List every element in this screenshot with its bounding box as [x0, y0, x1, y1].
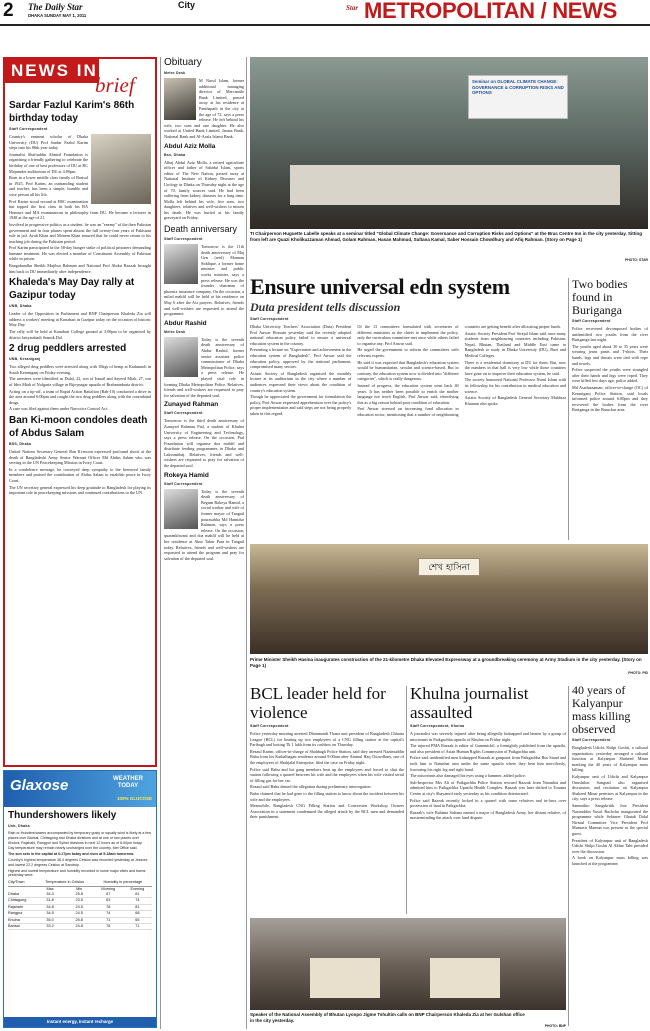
- obituary-title: Obituary: [164, 57, 202, 68]
- photo-abdur-rashid: [164, 337, 198, 377]
- anniversary-headline-2: Abdur Rashid: [164, 319, 207, 327]
- lead-body: Dhaka University Teachers' Association (Duta) President Prof Anwar Hossain yesterday said the recently adopted national education policy failed to ensure a universal education system in the country. Presenting a lecture on "Expectation and achievement in the education system of Bangladesh", Prof Anwar said the education policy, approved by the national parliament, compromised many sectors. Asiatic Society of Bangladesh organised the monthly lecture at its auditorium in the city where a number of audiences expressed their views about the condition of country's education system. Though he appreciated the government for formulation the policy, Prof Anwar expressed apprehension over the policy's proper implementation and said steps are not being properly taken in this regard. Of the 13 committees formulated with secretaries of different ministries as the chiefs to implement the policy, only the curriculum committee met once while others failed to organise any, Prof Anwar said. He urged the government to reform the committees with relevant experts. He said it was expected that Bangladesh's education system would be humanitarian, secular and science-based. But in contrary, the education system now is divided into "different categories", which is really dangerous. Instead of progress, the education system went back 40 years. It has neither been possible to enrich the mother language nor teach English, Prof Anwar said, identifying this as a big reason behind poor condition of education. Prof Anwar stressed on increasing fund allocation in education sector, mentioning that a number of neighbouring countries are getting benefit after allocating proper funds. Asiatic Society President Prof Sirajul Islam said once many students from neighbouring countries including Pakistan, Nepal, Bhutan, Thailand and Middle East came to Bangladesh to study in Dhaka University (DU), Buet and Medical Colleges. There is a residential dormitory at DU for them. But, now the numbers in that hall is very low while those countries have gone on to improve their education system, he said. The society honoured National Professor Nurul Islam with its fellowship for his contribution in medical education and science. Asiatic Society of Bangladesh General Secretary Mahfuza Khanam also spoke.: [250, 324, 566, 417]
- lead-subhead: Duta president tells discussion: [250, 300, 401, 314]
- news-in-brief-column: [3, 57, 157, 767]
- star-mark: Star: [346, 4, 359, 12]
- brief-desk-4: BSS, Dhaka: [9, 441, 32, 446]
- photo-sardar-fazlul-karim: [91, 134, 151, 204]
- column-rule-1: [160, 57, 161, 1029]
- anniversary-desk-1: Staff Correspondent: [164, 237, 203, 242]
- brief-title-news: NEWS IN: [11, 61, 98, 80]
- khulna-body: A journalist was severely injured after being allegedly kidnapped and beaten by a group of miscreants in Paikgachha upazila of Khulna on Friday night. The injured PMA Razzak is editor of Ganomichil, a fortnightly published from the upazila, and also president of Asian Human Rights Commission of Paikgachha unit. Police said unidentified men kidnapped Razzak at gunpoint from Paikgachha Bus Stand and took him to Natunhat area under the same upazila where they beat him mercilessly, fracturing his right leg and right hand. The miscreants also damaged his eyes using a hammer, added police. Sub-Inspector Mrs Ali of Paikgachha Police Station rescued Razzak from Natunhat and admitted him to Paikgachha Upazila Health Complex. Razzak was later shifted to Trauma Centre at city's Shayamol early yesterday as his condition deteriorated. Police said Razzak recently locked in a quarrel with some relatives and in-laws over possession of land in Paikgachha. Razzak's wife Rahima Sultana named a major of Bangladesh Army, her distant relative, of masterminding the attack over land dispute.: [410, 731, 566, 821]
- glaxose-logo: Glaxose: [10, 777, 69, 794]
- lead-desk: Staff Correspondent: [250, 317, 289, 321]
- climate-seminar-caption: TI Chairperson Huguette Labelle speaks at a seminar titled "Global Climate Change: Governance and Corruption Risks and Options" at the Brac Centre Inn in the city yesterday. Sitting from left are Quazi Kholikuzzaman Ahmad, Golam Rahman, Hasan Mahmud, Sultana Kamal, Saber Hossain Chowdhury and Afiq Rahman. (Story on Page 1): [250, 231, 643, 242]
- expressway-caption: Prime Minister Sheikh Hasina inaugurates construction of the 21-kilometre Dhaka Elevated Expressway at a groundbreaking ceremony at Army Stadium in the city yesterday. (Story on Page 1): [250, 657, 642, 668]
- brief-headline-4: Ban Ki-moon condoles death of Abdus Salam: [9, 414, 148, 439]
- paper-name: The Daily Star: [28, 2, 83, 12]
- brief-headline-2: Khaleda's May Day rally at Gazipur today: [9, 277, 135, 302]
- obituary-column: [164, 57, 244, 1029]
- brief-desk-2: UNB, Dhaka: [9, 304, 32, 309]
- brief-body-3: Two alleged drug peddlers were arrested along with 10kgs of hemp at Kadamtoli in South Keraniganj on Friday evening. The arrestees were identified as Dulal, 22, son of Ismail and Sayeed Miah, 27, son of Idris Miah of Nolgaria village in Bijoynagar upazila of Brahmanbaria district. Acting on a tip-off, a team of Rapid Action Battalion (Rab-10) conducted a drive in the area around 6:00pm and caught the two drug peddlers along with the contraband drugs. A case was filed against them under Narcotics Control Act.: [9, 364, 151, 412]
- expressway-credit: PHOTO: PID: [628, 671, 648, 675]
- photo-rokeya-hamid: [164, 489, 198, 529]
- bodies-desk: Staff Correspondent: [572, 319, 611, 323]
- weather-table-row: Barisal 33.2 24.8 76 71: [8, 924, 152, 930]
- weather-table: City/Town Temperature in Celsius Humidity in percentage Max Min Morning Evening Dhaka 34.3 25.8 67 61 Chittagong 31.8 23.5 63 74 Rajshahi 34.8 24.5 78 81 Rangpur 34.5 24.5 74 68 Khulna 35.0 25.8 71 65 Barisal 33.2 24.8 76 71: [8, 880, 152, 930]
- death-anniversary-title: Death anniversary: [164, 224, 238, 235]
- anniversary-desk-3: Staff Correspondent: [164, 411, 203, 416]
- brief-body-4: United Nations Secretary General Ban Ki-moon expressed profound shock at the death of Bangladeshi Army Senior Warrant Officer Md Abdus Salam who was serving in the UN Peacekeeping Mission in Ivory Coast. In a condolence message, he conveyed deep sympathy to the bereaved family members and praised the contribution of Abdus Salam to establish peace in Ivory Coast. The UN secretary general expressed his deep gratitude to Bangladesh for playing its important role in peacekeeping missions and continued contributions to the UN.: [9, 448, 151, 496]
- brief-desk-3: UNB, Keraniganj: [9, 357, 41, 362]
- weather-footer: Instant energy, Instant recharge: [4, 1017, 156, 1027]
- anniversary-headline-3: Zunayed Rahman: [164, 401, 219, 409]
- bcl-story: [250, 684, 404, 916]
- column-rule-5: [568, 686, 569, 1026]
- photo-mannan-siddique: [164, 244, 198, 284]
- weather-desk: Unb, Dhaka: [8, 824, 30, 828]
- brief-title-brief: brief: [95, 73, 135, 97]
- section-title: METROPOLITAN / NEWS: [364, 0, 617, 23]
- column-rule-4: [406, 686, 407, 914]
- masthead: [0, 0, 650, 24]
- photo-bhutan-speaker: [250, 918, 566, 1010]
- brief-headline-1: Sardar Fazlul Karim's 86th birthday today: [9, 100, 135, 124]
- anniversary-body-2: Today is the seventh death anniversary of Abdur Rashid, former senior assistant police commissioner of Dhaka Metropolitan Police, says a press release. He played vital role in forming Dhaka Metropolitan Police. Relatives, friends and well-wishers are requested to pray for salvation of the departed soul.: [164, 336, 244, 398]
- obituary-headline-2: Abdul Aziz Molla: [164, 142, 216, 150]
- obituary-desk-1: Metro Desk: [164, 71, 186, 75]
- obituary-desk-2: Bss, Dhaka: [164, 152, 186, 157]
- khulna-headline: Khulna journalist assaulted: [410, 684, 529, 722]
- weather-table-row: Chittagong 31.8 23.5 63 74: [8, 898, 152, 904]
- anniversary-desk-4: Staff Correspondent: [164, 481, 203, 486]
- brief-body-1: Country's eminent scholar of Dhaka University (DU) Prof Sardar Fazlul Karim steps into his 86th year today. Journalist Shafiuddin Ahmed Foundation is organising a friendly gathering to celebrate the birthday of one of best professors of DU at RC Majumder auditorium of DU at 4:00pm. Born in a lower middle class family of Barisal in 1925, Prof Karim, an outstanding student and teacher, has been a simple, humble and wise person all his life. Prof Karim stood second at HSC examination but topped the first class in both his BA Honours and MA examinations in philosophy from DU. He became a lecturer in 1948 at the age of 21. Involved in progressive politics as a student, he was an "enemy" of the then Pakistan government and in four phases spent almost the full twenty-four years of Pakistani rule in jail. Ayub Khan and Monem Khan ensured that he could never return to his teaching job during the Pakistan period. Prof Karim participated in the 58-day hunger strike of political prisoners demanding humane treatment. He was elected a member of Constituent Assembly of Pakistan while in prison. Bangabandhu Sheikh Mujibur Rahman and National Prof Abdur Razzak brought him back to DU immediately after independence.: [9, 134, 151, 274]
- bodies-body: Police recovered decomposed bodies of unidentified two youths from the river Buriganga last night. The youths aged about 30 to 35 years were wearing jeans pants and T-shirts. Their hands, legs and throats were tied with rope and towels. Police suspected the youths were strangled after their hands and legs were roped. They were killed few days ago, police added. Md Asaduzzaman, officer-in-charge (OC) of Keraniganj Police Station, said locals informed police around 6:00pm and they recovered the bodies from the river Buriganga in the Baruchar area.: [572, 326, 648, 413]
- seminar-table: [290, 165, 620, 205]
- photo-expressway-ceremony: [250, 544, 648, 654]
- two-bodies-story: [572, 278, 648, 542]
- anniversary-body-3: Tomorrow is the third death anniversary of Zunayed Rahman Pial, a student of Khulna University of Engineering and Technology, says a press release. On the occasion, Pial Foundation will organise doa mahfil and distribute feeding programmes in Dhaka and Lakssmitbaj. Relatives, friends and well-wishers are requested to pray for salvation of the departed soul.: [164, 418, 244, 469]
- brief-body-2: Leader of the Opposition in Parliament and BNP Chairperson Khaleda Zia will address a workers' meeting at Konabari in Gazipur today on the occasion of historic May Day. The rally will be held at Konabari College ground at 3:00pm to be organised by district Jatiyatabadi Sramik Dal.: [9, 311, 151, 340]
- anniversary-desk-2: Metro Desk: [164, 329, 186, 334]
- sofa-left: [310, 958, 380, 998]
- lead-story: [250, 274, 566, 542]
- anniversary-headline-4: Rokeya Hamid: [164, 471, 209, 479]
- sofa-right: [430, 958, 500, 998]
- weather-table-row: Rajshahi 34.8 24.5 78 81: [8, 904, 152, 910]
- ceremony-banner-text: শেখ হাসিনা: [428, 563, 470, 573]
- lead-headline: Ensure universal edn system: [250, 274, 510, 299]
- seminar-backdrop: [468, 75, 568, 119]
- column-rule-3: [568, 278, 569, 540]
- kalyanpur-body: Bangladesh Udichi Shilpi Goshti, a cultural organisation, yesterday arranged a cultural function at Kalyanpur Shaheed Minar marking the 40 years of Kalyanpur mass killing. Kalyanpur unit of Udichi and Kalyanpur Onushilon Sangsad also organised discussion, and recitation on Kalyanpur Shaheed Minar premises at Kalyanpur in the city, says a press release. Sammilito Sangskritik Jote President Nasiruddin Yusuf Bachchu inaugurated the programme while Sekturer Ghatak Dalal Nirmul Committee Vice President Prof Muntasir Mamun was present as the special guest. President of Kalyanpur unit of Bangladesh Udichi Shilpi Goshti Al Akbar Tabi presided over the discussion. A book on Kalyanpur mass killing was launched at the programme.: [572, 745, 648, 866]
- brief-desk-1: Staff Correspondent: [9, 127, 48, 131]
- weather-header: [4, 771, 156, 807]
- anniversary-body-4: Today is the seventh death anniversary of Begum Rokeya Hamid, a social worker and wife of former mayor of Tangail pourasabha Md Hamidur Rahman, says a press release. On the occasion, quarankhwani and doa mahfil will be held at her residence at Akur Takur Para in Tangail today. Relatives, friends and well-wishers are requested to attend the program and pray for salvation of the departed soul.: [164, 488, 244, 561]
- weather-body: Rain or thundershowers accompanied by temporary gusty or squally wind is likely at a few places over Barisal, Chittagong and Dhaka divisions and at one or two places over Khulna, Rajshahi, Rangpur and Sylhet divisions in next 12 hours as of 6:00pm today. Day temperature may remain nearly unchanged over the country, Met Office said. The sun sets in the capital at 6:27pm today and rises at 5:28am tomorrow. Country's highest temperature 36.4 degrees Celsius was recorded yesterday at Jessore and lowest 22.2 degrees Celsius at Sandwip. Highest and lowest temperature and humidity recorded in some major cities and towns yesterday were:: [8, 831, 152, 878]
- anniversary-body-1: Tomorrow is the 11th death anniversary of Maj Gen (retd) Mannan Siddique, a former home minister and public works minister, says a press release. He was the founder chairman of phoenix insurance company. On the occasion, a milad mahfil will be held at his residence on May 6 after the Asr prayers. Relatives, friends and well-wishers are requested to attend the programme.: [164, 244, 244, 317]
- bcl-desk: Staff Correspondent: [250, 724, 289, 728]
- weather-box: [3, 770, 157, 1028]
- bhutan-credit: PHOTO: BNP: [544, 1024, 566, 1028]
- khulna-desk: Staff Correspondent, Khulna: [410, 724, 465, 728]
- weather-table-row: Khulna 35.0 25.8 71 65: [8, 917, 152, 923]
- seminar-banner-title: Seminar on GLOBAL CLIMATE CHANGE: GOVERNANCE & CORRUPTION RISKS AND OPTIONS: [472, 79, 564, 96]
- page-number: 2: [3, 0, 14, 21]
- obituary-body-1: M Nurul Islam, former additional managing director of Mercantile Bank Limited, passed away at his residence at Panthapath in the city at the age of 72, says a press release. He left behind his wife, two sons and one daughter. He also worked at United Bank Limited, Janata Bank, National Bank and Al-Arafa Islami Bank.: [164, 78, 244, 139]
- bcl-headline: BCL leader held for violence: [250, 684, 386, 722]
- climate-seminar-credit: PHOTO: STAR: [624, 258, 648, 262]
- bodies-headline: Two bodies found in Buriganga: [572, 278, 628, 317]
- brief-banner: [5, 59, 155, 99]
- kalyanpur-story: [572, 684, 648, 1028]
- glucose-badge: 100% GLUCOSE: [116, 796, 152, 801]
- section-label: City: [178, 0, 196, 10]
- obituary-body-2: Alhaj Abdul Aziz Molla, a retired agriculture officer and father of Sahidul Islam, sports editor of The New Nation, passed away at National Institute of Kidney Diseases and Urology in Dhaka on Thursday night at the age of 70, family sources said. He had been suffering from kidney diseases for a long time. Molla left behind his wife, five sons, two daughters, relatives and well-wishers to mourn his death. He was buried at his family graveyard on Friday.: [164, 159, 244, 221]
- weather-table-row: Dhaka 34.3 25.8 67 61: [8, 892, 152, 898]
- kalyanpur-headline: 40 years of Kalyanpur mass killing observed: [572, 684, 631, 736]
- weather-headline: Thundershowers likely: [8, 810, 117, 821]
- ceremony-banner: [418, 558, 480, 576]
- column-rule-2: [246, 57, 247, 1029]
- brief-headline-3: 2 drug peddlers arrested: [9, 343, 127, 355]
- photo-nurul-islam: [164, 78, 196, 120]
- kalyanpur-desk: Staff Correspondent: [572, 738, 611, 742]
- weather-table-row: Rangpur 34.5 24.5 74 68: [8, 911, 152, 917]
- dateline: DHAKA SUNDAY MAY 1, 2011: [28, 13, 87, 18]
- bcl-body: Police yesterday morning arrested Dhanmondi Thana unit president of Bangladesh Chhatra League (BCL) for beating up two employees of a CNG filling station at the capital's Paribagh and looting Tk 1 lakh from its cashbox on Thursday. Rezaul Karim, officer-in-charge of Shahbagh Police Station, said they arrested Nazimuddin Babu from his Kathalbagan residence around 9:00am after Aminul Haq Chowdhury, one of the employees of Shahjalal Enterprise, filed the case on Friday night. Police said Babu and his gang members beat up the employees and forced to shut the station following a quarrel between his wife and the employees when his wife visited serial of filling gas for her car. Rezaul said Babu denied the allegation during preliminary interrogation. Babu claimed that he had gone to the filling station to know about the incident between his wife and the employees. Meanwhile, Bangladesh CNG Filling Station and Conversion Workshop Owners Association in a statement condemned the alleged attack by the BCL men and demanded their punishment.: [250, 731, 404, 820]
- khulna-story: [410, 684, 566, 916]
- photo-climate-seminar: [250, 57, 648, 229]
- weather-banner: WEATHER TODAY: [113, 776, 143, 789]
- masthead-rule: [0, 24, 650, 26]
- bhutan-caption: Speaker of the National Assembly of Bhutan Lyonpo Jigme Tshultim calls on BNP Chairperson Khaleda Zia at her Gulshan office in the city yesterday.: [250, 1012, 525, 1023]
